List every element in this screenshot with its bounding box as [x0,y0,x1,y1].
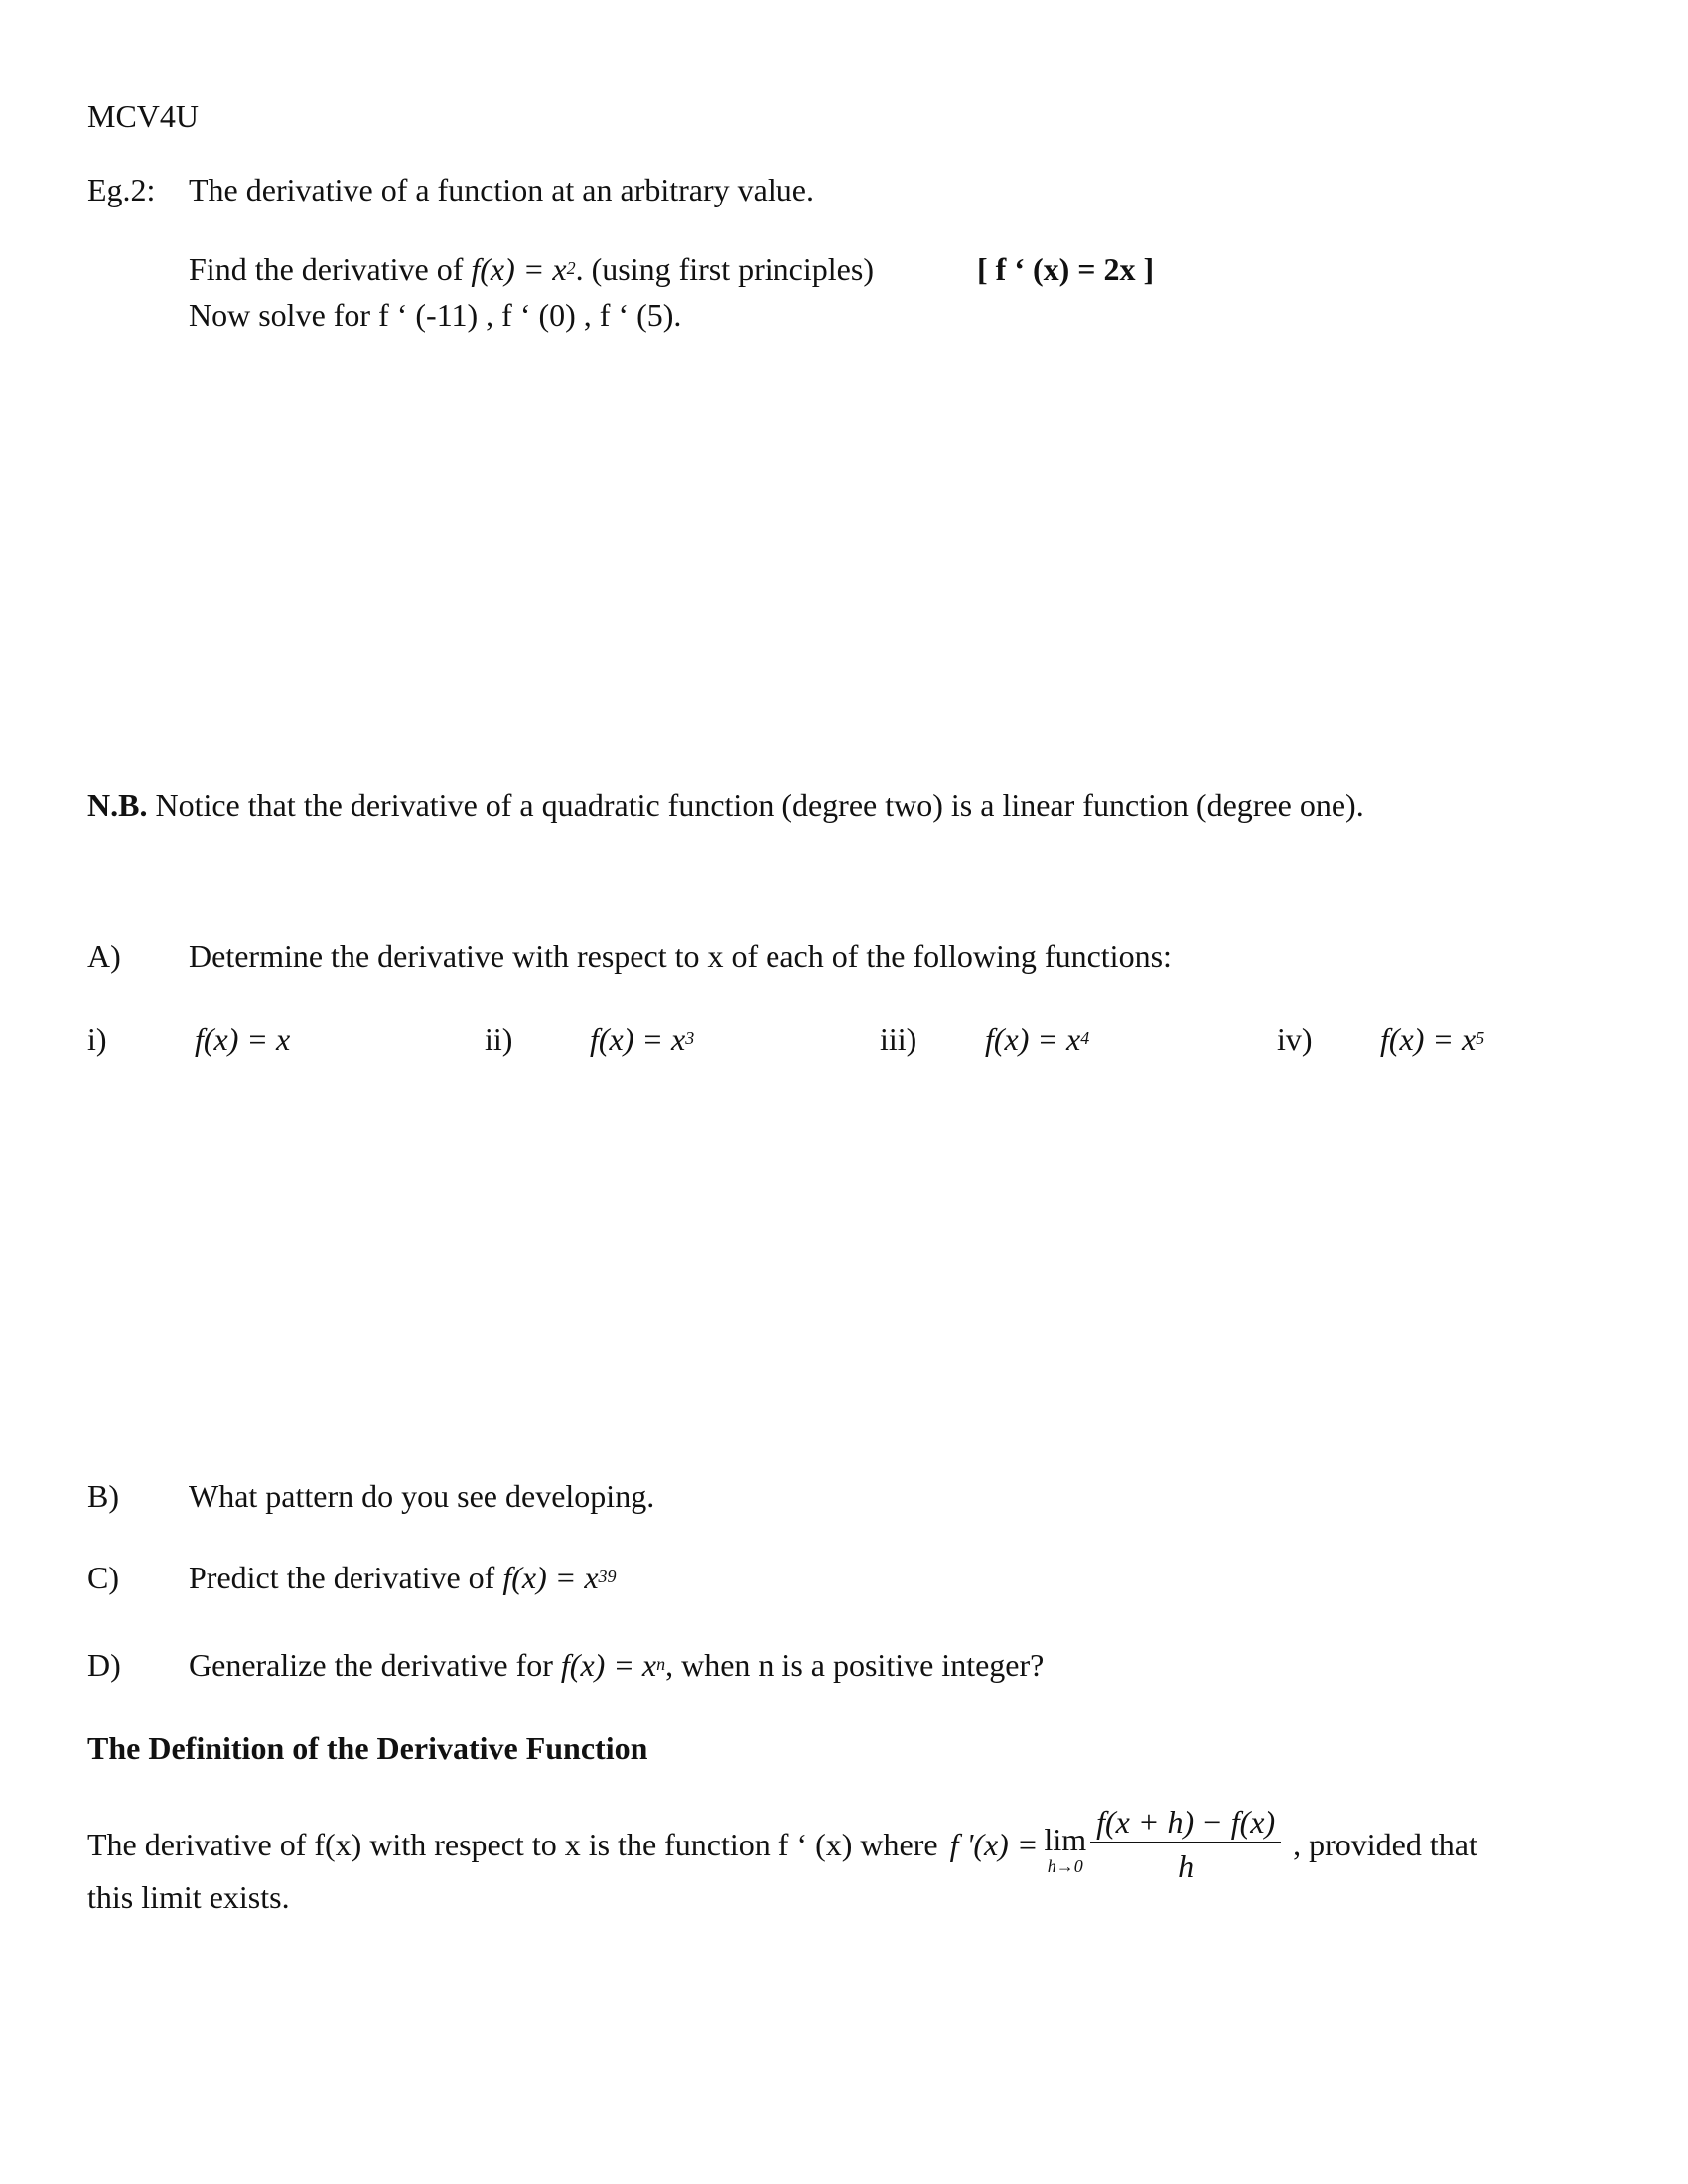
part-d-suffix: , when n is a positive integer? [665,1647,1045,1683]
quotient-numerator: f(x + h) − f(x) [1090,1805,1281,1843]
nb-label: N.B. [87,787,148,823]
item-label-i: i) [87,1022,107,1057]
definition-line-2: this limit exists. [87,1879,290,1915]
definition-text: The derivative of f(x) with respect to x is the function f ‘ (x) where [87,1826,938,1862]
part-d-line [189,1648,1044,1683]
item-label-iv: iv) [1277,1022,1313,1057]
example-label: Eg.2: [87,172,156,207]
nb-text: Notice that the derivative of a quadratic function (degree two) is a linear function (degree one). [155,787,1364,823]
part-b-label: B) [87,1478,119,1514]
part-c-text: Predict the derivative of [189,1560,495,1595]
part-d-function: $f(x) = x^n$ [560,1647,666,1683]
limit-operator: lim h→0 [1044,1821,1087,1876]
find-text: Find the derivative of [189,251,464,287]
part-a-text: Determine the derivative with respect to x of each of the following functions: [189,938,1172,974]
limit-subscript: h→0 [1047,1855,1083,1876]
course-code: MCV4U [87,98,200,134]
definition-line [87,1805,1477,1884]
item-label-iii: iii) [880,1022,917,1057]
find-suffix: . (using first principles) [575,251,874,287]
quotient-denominator: h [1178,1848,1195,1885]
item-label-ii: ii) [485,1022,513,1057]
find-function: $f(x) = x^2$ [471,251,576,287]
part-a-label: A) [87,938,121,974]
definition-lhs: f '(x) = [949,1826,1039,1862]
item-function-iv: $f(x) = x^5$ [1380,1022,1485,1057]
difference-quotient [1090,1805,1281,1884]
solve-text: Now solve for f ‘ (-11) , f ‘ (0) , f ‘ (5). [189,297,682,333]
item-function-ii: $f(x) = x^3$ [590,1022,695,1057]
definition-heading: The Definition of the Derivative Function [87,1730,648,1766]
part-c-function: $f(x) = x^{39}$ [502,1560,617,1595]
part-b-text: What pattern do you see developing. [189,1478,655,1514]
answer-hint: [ f ‘ (x) = 2x ] [977,251,1155,287]
part-d-label: D) [87,1647,121,1683]
example-title: The derivative of a function at an arbitrary value. [189,172,814,207]
part-c-label: C) [87,1560,119,1595]
find-derivative-line [189,252,874,287]
part-d-text: Generalize the derivative for [189,1647,553,1683]
part-c-line [189,1561,617,1595]
nb-note [87,788,1364,823]
item-function-i: f(x) = x [195,1022,291,1057]
definition-suffix: , provided that [1293,1826,1477,1862]
item-function-iii: $f(x) = x^4$ [985,1022,1090,1057]
